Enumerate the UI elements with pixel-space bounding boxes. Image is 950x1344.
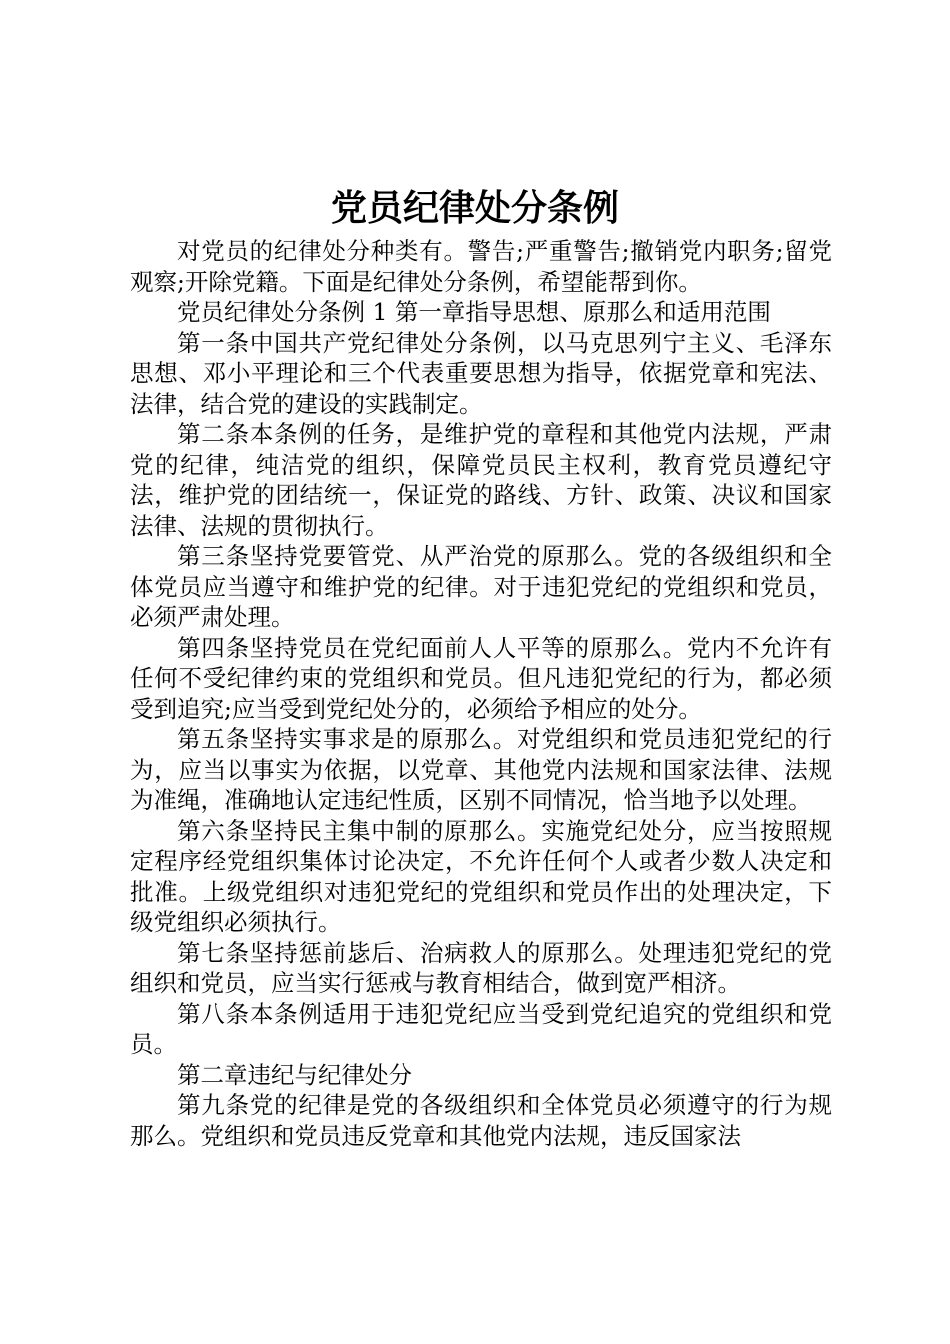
paragraph-article-8: 第八条本条例适用于违犯党纪应当受到党纪追究的党组织和党员。 bbox=[130, 999, 832, 1058]
document-body bbox=[130, 236, 832, 1151]
paragraph-article-7: 第七条坚持惩前毖后、治病救人的原那么。处理违犯党纪的党组织和党员，应当实行惩戒与教育相结合，做到宽严相济。 bbox=[130, 938, 832, 997]
paragraph-article-3: 第三条坚持党要管党、从严治党的原那么。党的各级组织和全体党员应当遵守和维护党的纪律。对于违犯党纪的党组织和党员，必须严肃处理。 bbox=[130, 542, 832, 631]
paragraph-article-1: 第一条中国共产党纪律处分条例，以马克思列宁主义、毛泽东思想、邓小平理论和三个代表重要思想为指导，依据党章和宪法、法律，结合党的建设的实践制定。 bbox=[130, 328, 832, 418]
paragraph-article-6: 第六条坚持民主集中制的原那么。实施党纪处分，应当按照规定程序经党组织集体讨论决定，不允许任何个人或者少数人决定和批准。上级党组织对违犯党纪的党组织和党员作出的处理决定，下级党组织必须执行。 bbox=[130, 816, 832, 936]
paragraph-article-4: 第四条坚持党员在党纪面前人人平等的原那么。党内不允许有任何不受纪律约束的党组织和党员。但凡违犯党纪的行为，都必须受到追究;应当受到党纪处分的，必须给予相应的处分。 bbox=[130, 633, 832, 723]
document-title: 党员纪律处分条例 bbox=[330, 187, 619, 229]
paragraph-intro: 对党员的纪律处分种类有。警告;严重警告;撤销党内职务;留党观察;开除党籍。下面是纪律处分条例，希望能帮到你。 bbox=[130, 237, 832, 296]
paragraph-chapter-1-heading: 党员纪律处分条例 1 第一章指导思想、原那么和适用范围 bbox=[177, 298, 771, 326]
paragraph-article-2: 第二条本条例的任务，是维护党的章程和其他党内法规，严肃党的纪律，纯洁党的组织，保障党员民主权利，教育党员遵纪守法，维护党的团结统一，保证党的路线、方针、政策、决议和国家法律、法规的贯彻执行。 bbox=[130, 420, 832, 540]
paragraph-article-9: 第九条党的纪律是党的各级组织和全体党员必须遵守的行为规那么。党组织和党员违反党章和其他党内法规，违反国家法 bbox=[130, 1091, 832, 1150]
paragraph-chapter-2-heading: 第二章违纪与纪律处分 bbox=[177, 1060, 412, 1089]
paragraph-article-5: 第五条坚持实事求是的原那么。对党组织和党员违犯党纪的行为，应当以事实为依据，以党章、其他党内法规和国家法律、法规为准绳，准确地认定违纪性质，区别不同情况，恰当地予以处理。 bbox=[130, 725, 832, 814]
